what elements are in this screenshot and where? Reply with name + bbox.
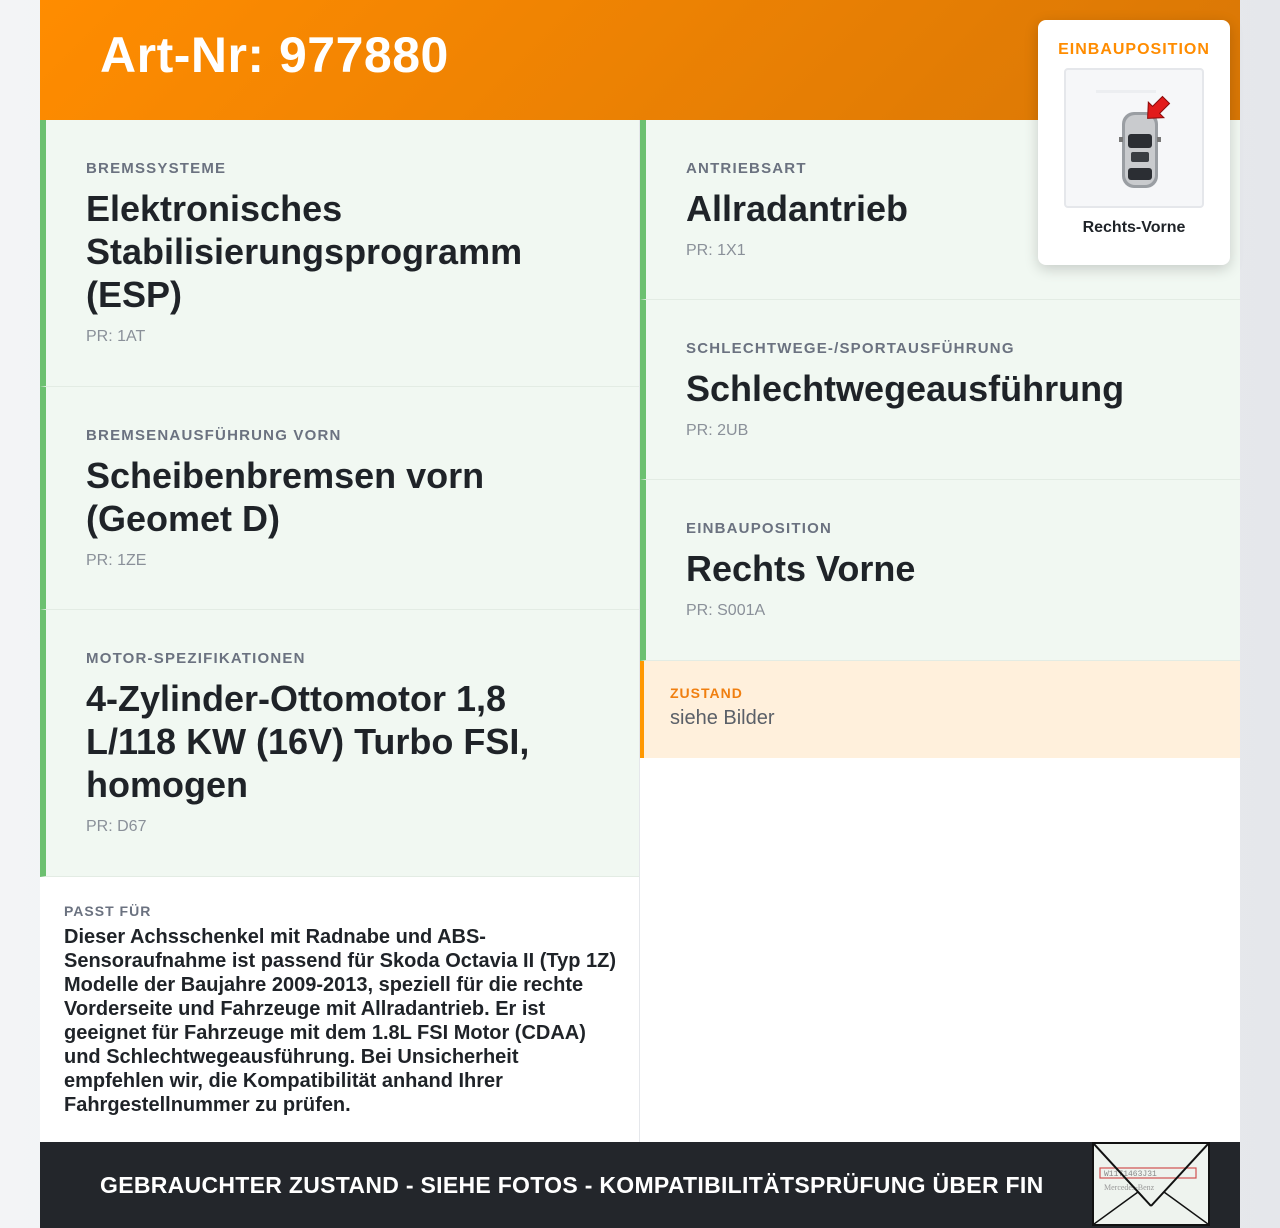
spec-value: Schlechtwegeausführung — [686, 368, 1125, 409]
spec-pr-code: PR: 1AT — [86, 328, 146, 345]
spec-card-rough-road — [640, 300, 1240, 480]
condition-label: ZUSTAND — [670, 685, 743, 701]
condition-value: siehe Bilder — [670, 707, 775, 729]
spec-pr-code: PR: 2UB — [686, 422, 749, 439]
spec-pr-code: PR: D67 — [86, 818, 147, 835]
left-column — [40, 120, 640, 1142]
spec-label: MOTOR-SPEZIFIKATIONEN — [86, 650, 306, 667]
footer-bar — [40, 1142, 1240, 1228]
spec-label: ANTRIEBSART — [686, 160, 807, 177]
product-sheet — [40, 0, 1240, 1228]
spec-value: Rechts Vorne — [686, 548, 916, 589]
fits-description: Dieser Achsschenkel mit Radnabe und ABS-Sensoraufnahme ist passend für Skoda Octavia II (Typ 1Z) Modelle der Baujahre 2009-2013, speziell für die rechte Vorderseite und Fahrzeuge mit Allradantrieb. Er ist geeignet für Fahrzeuge mit dem 1.8L FSI Motor (CDAA) und Schlechtwegeausführung. Bei Unsicherheit empfehlen wir, die Kompatibilität anhand Ihrer Fahrgestellnummer zu prüfen. — [64, 926, 616, 1116]
spec-label: SCHLECHTWEGE-/SPORTAUSFÜHRUNG — [686, 340, 1015, 357]
spec-card-brake-front — [40, 387, 639, 610]
svg-text:W1171463J31: W1171463J31 — [1104, 1170, 1157, 1179]
fits-label: PASST FÜR — [64, 903, 152, 919]
spec-pr-code: PR: S001A — [686, 602, 766, 619]
spec-card-position — [640, 480, 1240, 661]
spec-value: Scheibenbremsen vorn (Geomet D) — [86, 455, 485, 539]
spec-pr-code: PR: 1X1 — [686, 242, 746, 259]
spec-value: Allradantrieb — [686, 188, 909, 229]
spec-value: Elektronisches Stabilisierungsprogramm (ESP) — [86, 188, 523, 315]
position-badge-caption: Rechts-Vorne — [1082, 219, 1186, 236]
car-top-view-with-arrow-icon — [1064, 68, 1204, 208]
spec-value: 4-Zylinder-Ottomotor 1,8 L/118 KW (16V) Turbo FSI, homogen — [86, 678, 530, 805]
spec-pr-code: PR: 1ZE — [86, 552, 147, 569]
spec-label: BREMSSYSTEME — [86, 160, 227, 177]
spec-label: BREMSENAUSFÜHRUNG VORN — [86, 427, 342, 444]
footer-notice: GEBRAUCHTER ZUSTAND - SIEHE FOTOS - KOMPATIBILITÄTSPRÜFUNG ÜBER FIN — [100, 1172, 1044, 1198]
installation-position-badge — [1038, 20, 1230, 265]
spec-label: EINBAUPOSITION — [686, 520, 832, 537]
condition-box — [640, 661, 1240, 758]
svg-text:Mercedes-Benz: Mercedes-Benz — [1104, 1183, 1155, 1192]
article-number-title: Art-Nr: 977880 — [100, 27, 449, 83]
right-column — [640, 120, 1240, 1142]
fits-section — [40, 877, 639, 1117]
vin-document-envelope-icon — [1092, 1142, 1210, 1226]
position-badge-title: EINBAUPOSITION — [1058, 41, 1210, 58]
spec-card-brakesystem — [40, 120, 639, 387]
spec-card-engine — [40, 610, 639, 877]
